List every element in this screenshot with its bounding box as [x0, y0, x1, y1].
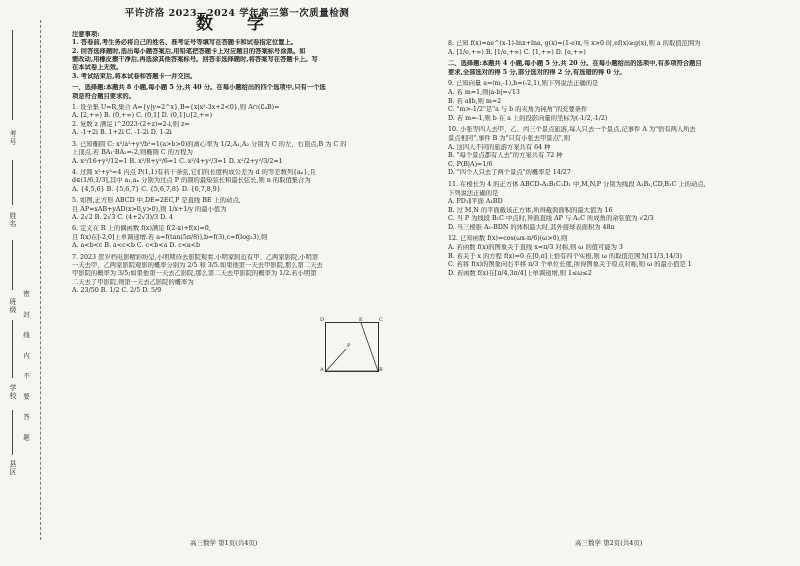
text-line: 9. 已知向量 a=(m,-1),b=(-2,1),则下列说法正确的是: [448, 80, 599, 88]
notice-list: [72, 39, 402, 81]
label-class: 班级: [9, 298, 17, 314]
text-line: 2. 复数 z 满足 i^2023·(2+z)=2-i,则 z=: [72, 120, 190, 128]
label-A: A: [320, 367, 324, 373]
label-school: 学校: [9, 384, 17, 400]
text-line: C. 当 P 为线段 B₁C 中点时,异面直线 AP 与 A₁C 所成角的余弦值为 √2/3: [448, 215, 654, 223]
text-line: A. [2,+∞) B. (0,+∞) C. (0,1] D. (0,1]∪[2,+∞): [72, 112, 213, 120]
binding-strip: [0, 0, 60, 566]
text-line: C. 若将 f(x)的图象向右平移 π/3 个单位长度,所得图象关于原点对称,则 ω 的最小值是 1: [448, 261, 692, 269]
exam-number-line: [12, 30, 13, 120]
label-B: B: [379, 367, 383, 373]
text-line: A. [1/e,+∞) B. [1/e,+∞) C. [1,+∞) D. [e,+∞): [448, 48, 586, 56]
text-line: 二天去了甲影院,则第一天去乙影院的概率为: [72, 278, 194, 286]
text-line: 下列说法正确的是: [448, 189, 499, 197]
text-line: 上顶点.若 BA₁·BA₂=-2,则椭圆 C 的方程为: [72, 149, 193, 157]
class-line: [12, 240, 13, 290]
text-line: 二、选择题:本题共 4 小题,每小题 5 分,共 20 分。在每小题给出的选项中,有多项符合题目: [448, 60, 702, 68]
text-line: 12. 已知函数 f(x)=cos(ωx-π/6)(ω>0),则: [448, 235, 568, 243]
text-line: 1. 答卷前,考生务必将自己的姓名、准考证号等填写在答题卡和试卷指定位置上。: [72, 39, 298, 47]
text-line: D. 若函数 f(x)在[π/4,3π/4]上单调递增,则 1≤ω≤2: [448, 269, 592, 277]
text-line: A. 若 m=1,则|a-b|=√13: [448, 88, 520, 96]
text-line: A. PD₁∥平面 A₁BD: [448, 198, 503, 206]
left-page: [72, 10, 402, 296]
text-line: D. 当三棱锥 A₁-BDN 的体积最大时,其外接球表面积为 48π: [448, 223, 615, 231]
text-line: 11. 在棱长为 4 的正方体 ABCD-A₁B₁C₁D₁ 中,M,N,P 分别为线段 A₁B₁,CD,B₁C 上的动点,: [448, 180, 706, 188]
label-E: E: [359, 317, 363, 323]
exam-title: 平许济洛 2023—2024 学年高三第一次质量检测: [124, 8, 350, 19]
text-line: 7. 2023 贺岁档电影精彩纷呈,小明期待去影院观看.小明家附近有甲、乙两家影院,小明第: [72, 253, 319, 261]
text-line: 10. 小张等四人去甲、乙、丙三个景点旅游,每人只去一个景点,记事件 A 为"恰有两人所去: [448, 126, 696, 134]
line-AP: [326, 349, 346, 371]
text-line: A. 2√2 B. 2√3 C. (4+2√3)/3 D. 4: [72, 213, 174, 221]
text-line: 一、选择题:本题共 8 小题,每小题 5 分,共 40 分。在每小题给出的四个选项中,只有一个选: [72, 84, 326, 92]
text-line: 一天去甲、乙两家影院观影的概率分别为 2/5 和 3/5.如果他第一天去甲影院,那么第二天去: [72, 261, 323, 269]
text-line: D. 若 m=-1,则 b 在 a 上的投影向量的坐标为(-1/2,-1/2): [448, 114, 608, 122]
text-line: A. a<b<c B. a<c<b C. c<b<a D. c<a<b: [72, 242, 201, 250]
text-line: C. "m>-1/2"是"a 与 b 的夹角为钝角"的充要条件: [448, 106, 588, 114]
square-figure: [320, 317, 383, 373]
text-line: D. "四个人只去了两个景点"的概率是 14/27: [448, 169, 571, 177]
text-line: B. "每个景点都有人去"的方案共有 72 种: [448, 152, 563, 160]
text-line: 景点相同",事件 B 为"只有小张去甲景点",则: [448, 134, 571, 142]
text-line: 且 AP=xAB+yAD(x>0,y>0),则 1/x+1/y 的最小值为: [72, 205, 227, 213]
label-P: P: [347, 343, 351, 349]
label-exam-number: 考号: [9, 130, 17, 146]
subject-title: 数 学: [196, 14, 278, 35]
text-line: 且 f(x)在[-2,0]上单调递增.若 a=f(tan(5π/8)),b=f(3),c=f(log₂3),则: [72, 233, 268, 241]
text-line: 5. 如图,正方形 ABCD 中,DE=2EC,P 是直线 BE 上的动点,: [72, 197, 241, 205]
name-line: [12, 160, 13, 205]
text-line: 4. 过圆 x²+y²=4 内点 P(1,1)有若干条弦,它们的长度构成公差为 d 的等差数列{aₙ},且: [72, 168, 316, 176]
seal-text: 密 封 线 内 不 要 答 题: [22, 290, 30, 447]
text-line: 甲影院的概率为 3/5;如果他第一天去乙影院,那么第二天去甲影院的概率为 1/2.若小明第: [72, 270, 317, 278]
text-line: 2. 回答选择题时,选出每小题答案后,用铅笔把答题卡上对应题目的答案标号涂黑。如: [72, 47, 306, 55]
text-line: A. 若函数 f(x)的图象关于直线 x=π/3 对称,则 ω 的值可能为 3: [448, 244, 623, 252]
text-line: B. 过 M,N 的平面截该正方体,所得截面面积的最大值为 16: [448, 206, 613, 214]
text-line: 3. 考试结束后,将本试卷和答题卡一并交回。: [72, 72, 197, 80]
text-line: 需改动,用橡皮擦干净后,再选涂其他答案标号。回答非选择题时,将答案写在答题卡上。写: [72, 56, 318, 64]
text-line: A. x²/16+y²/12=1 B. x²/8+y²/6=1 C. x²/4+y²/3=1 D. x²/2+y²/3/2=1: [72, 157, 283, 165]
line-BE: [361, 323, 378, 371]
text-line: B. 若 a∥b,则 m=2: [448, 97, 502, 105]
text-line: A. -1+2i B. 1+2i C. -1-2i D. 1-2i: [72, 129, 172, 137]
text-line: A. {4,5,6} B. {5,6,7} C. {5,6,7,8} D. {6,7,8,9}: [72, 185, 221, 193]
label-name: 姓名: [9, 212, 17, 228]
text-line: 6. 定义在 R 上的偶函数 f(x)满足 f(2-x)+f(x)=0,: [72, 225, 211, 233]
text-line: d∈(1/6,1/3],其中 a₁,aₙ 分别为过点 P 的圆的最短弦长和最长弦长,则 n 的取值集合为: [72, 177, 311, 185]
text-line: 8. 已知 f(x)=ae^(x-1)-lnx+lna, g(x)=(1-e)x,当 x>0 时,ef(x)≥g(x),则 a 的取值范围为: [448, 40, 701, 47]
text-line: 3. 已知椭圆 C: x²/a²+y²/b²=1(a>b>0)的离心率为 1/2,A₁,A₂ 分别为 C 的左、右顶点,B 为 C 的: [72, 140, 347, 148]
text-line: 在本试卷上无效。: [72, 64, 123, 72]
text-line: C. P(B|A)=1/6: [448, 160, 493, 168]
text-line: A. 23/50 B. 1/2 C. 2/5 D. 5/9: [72, 287, 162, 295]
cut-line: [40, 20, 41, 540]
label-district: 县区: [9, 460, 17, 476]
left-questions: [72, 84, 402, 295]
text-line: B. 若关于 x 的方程 f(x)=0 在[0,π]上恰有四个实根,则 ω 的取值范围为[11/3,14/3): [448, 252, 682, 260]
text-line: 1. 设全集 U=R,集合 A={y|y=2^x},B={x|x²-3x+2<0},则 A∩(∁ᵤB)=: [72, 104, 280, 112]
label-C: C: [379, 317, 383, 323]
footer-right: 高三数学 第2页(共4页): [575, 539, 643, 547]
text-line: 项是符合题目要求的。: [72, 92, 135, 100]
text-line: A. 这四人不同的旅游方案共有 64 种: [448, 143, 551, 151]
school-line: [12, 320, 13, 378]
notice-heading: 注意事项:: [72, 30, 100, 38]
right-questions: [448, 40, 788, 278]
right-page: [448, 40, 788, 278]
district-line: [12, 410, 13, 455]
text-line: 要求,全部选对的得 5 分,部分选对的得 2 分,有选错的得 0 分。: [448, 68, 626, 76]
footer-left: 高三数学 第1页(共4页): [190, 539, 258, 547]
square-diagram: [326, 323, 378, 371]
label-D: D: [320, 317, 325, 323]
